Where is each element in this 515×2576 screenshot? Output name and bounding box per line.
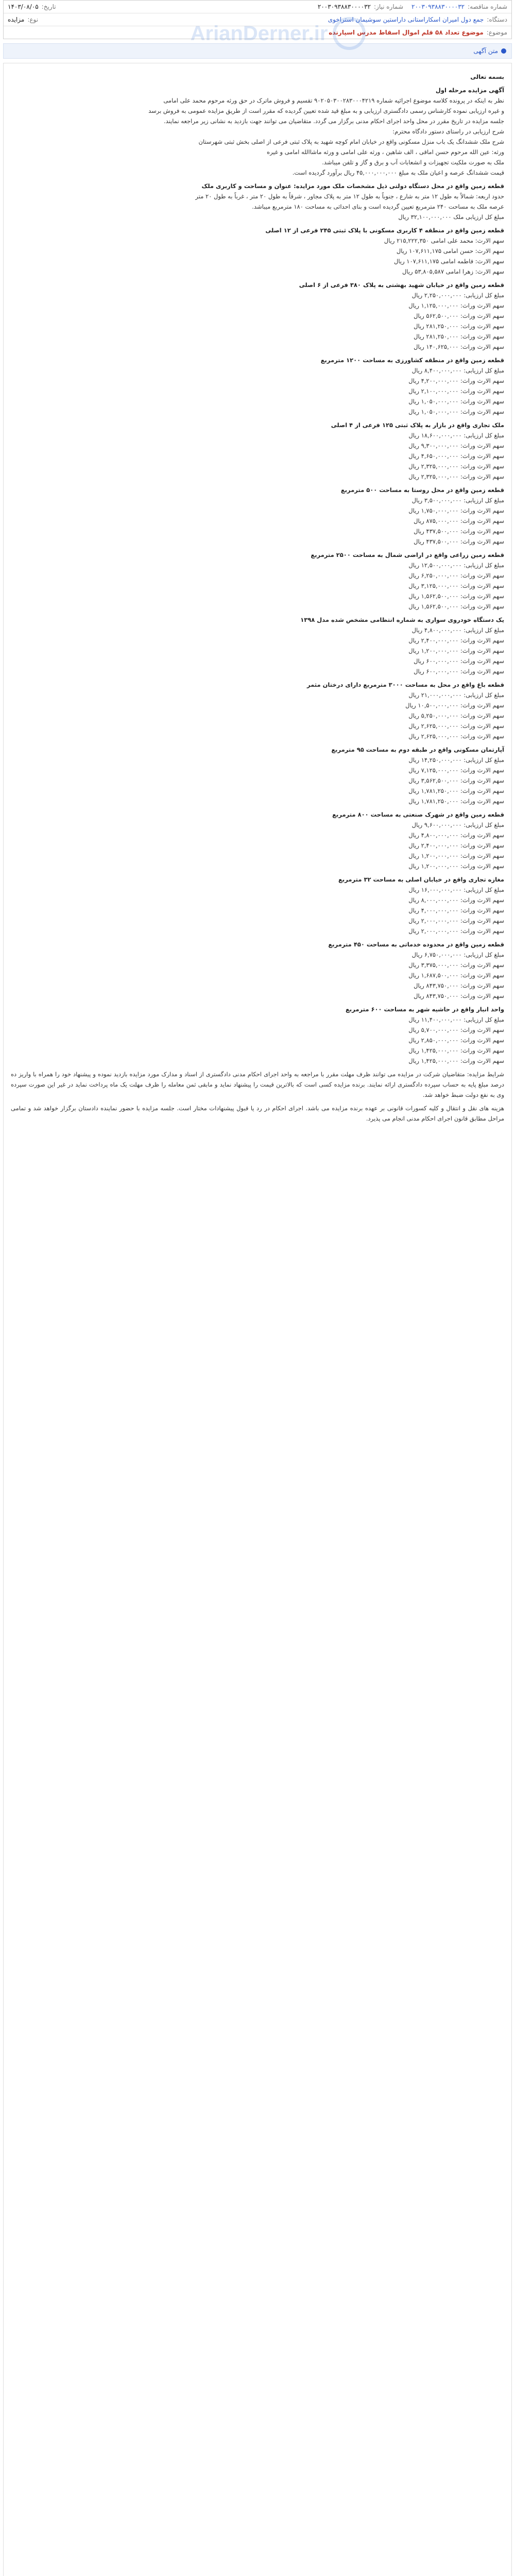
text-line: سهم الارث وراث: ۷,۱۲۵,۰۰۰,۰۰۰ ریال: [408, 767, 504, 774]
text-line: سهم الارث: محمد علی امامی ۲۱۵,۲۲۲,۳۵۰ ریال: [384, 237, 504, 244]
text-line: سهم الارث: حسن امامی ۱۰۷,۶۱۱,۱۷۵ ریال: [396, 247, 504, 255]
tender-code-value[interactable]: ۲۰۰۳۰۹۳۸۸۳۰۰۰۰۳۲: [411, 3, 465, 10]
text-line: سهم الارث وراث: ۶,۲۵۰,۰۰۰,۰۰۰ ریال: [408, 572, 504, 579]
text-line: سهم الارث وراث: ۴,۰۰۰,۰۰۰,۰۰۰ ریال: [408, 907, 504, 914]
text-line: مبلغ کل ارزیابی: ۱۲,۵۰۰,۰۰۰,۰۰۰ ریال: [408, 562, 504, 569]
text-line: مبلغ کل ارزیابی: ۲,۲۵۰,۰۰۰,۰۰۰ ریال: [411, 292, 504, 299]
text-line: سهم الارث وراث: ۱,۱۲۵,۰۰۰,۰۰۰ ریال: [408, 302, 504, 309]
ad-body: [3, 63, 512, 2576]
text-line: سهم الارث وراث: ۱۴۰,۶۲۵,۰۰۰ ریال: [414, 343, 504, 350]
text-line: سهم الارث وراث: ۱,۷۸۱,۲۵۰,۰۰۰ ریال: [408, 787, 504, 794]
source-code: [60, 3, 407, 10]
text-line: سهم الارث وراث: ۱,۷۸۱,۲۵۰,۰۰۰ ریال: [408, 798, 504, 805]
tender-type-label: نوع:: [27, 16, 39, 23]
text-line: سهم الارث وراث: ۸۴۳,۷۵۰,۰۰۰ ریال: [414, 992, 504, 999]
text-line: سهم الارث وراث: ۴,۸۰۰,۰۰۰,۰۰۰ ریال: [408, 832, 504, 839]
text-line: سهم الارث وراث: ۲,۸۵۰,۰۰۰,۰۰۰ ریال: [408, 1037, 504, 1044]
text-line: سهم الارث وراث: ۵,۷۰۰,۰۰۰,۰۰۰ ریال: [408, 1026, 504, 1033]
text-line: مبلغ کل ارزیابی: ۹,۶۰۰,۰۰۰,۰۰۰ ریال: [411, 821, 504, 828]
text-line: سهم الارث: زهرا امامی ۵۳,۸۰۵,۵۸۷ ریال: [402, 268, 504, 275]
item-heading: قطعه زمین واقع در شهرک صنعتی به مساحت ۸۰۰ مترمربع: [332, 811, 504, 818]
text-line: سهم الارث وراث: ۶۰۰,۰۰۰,۰۰۰ ریال: [414, 657, 504, 665]
text-line: مبلغ کل ارزیابی ملک ۳۲,۱۰۰,۰۰۰,۰۰۰ ریال: [398, 213, 504, 221]
text-line: سهم الارث وراث: ۱,۲۰۰,۰۰۰,۰۰۰ ریال: [408, 852, 504, 859]
source-code-value: ۲۰۰۳۰۹۳۸۸۳۰۰۰۰۳۲: [317, 3, 371, 10]
organization: [42, 16, 511, 23]
header-row-3: [4, 26, 511, 39]
tender-code-label: شماره مناقصه:: [468, 3, 507, 10]
text-line: سهم الارث وراث: ۱,۲۰۰,۰۰۰,۰۰۰ ریال: [408, 647, 504, 654]
text-line: سهم الارث وراث: ۲,۰۰۰,۰۰۰,۰۰۰ ریال: [408, 927, 504, 935]
tender-code: [407, 3, 511, 10]
text-line: سهم الارث وراث: ۲,۴۰۰,۰۰۰,۰۰۰ ریال: [408, 842, 504, 849]
text-line: سهم الارث وراث: ۲,۳۲۵,۰۰۰,۰۰۰ ریال: [408, 463, 504, 470]
text-line: مبلغ کل ارزیابی: ۳,۵۰۰,۰۰۰,۰۰۰ ریال: [411, 497, 504, 504]
text-line: سهم الارث وراث: ۳,۱۲۵,۰۰۰,۰۰۰ ریال: [408, 582, 504, 589]
text-line: سهم الارث وراث: ۲,۶۲۵,۰۰۰,۰۰۰ ریال: [408, 722, 504, 730]
text-line: حدود اربعه: شمالاً به طول ۱۲ متر به شارع ، جنوباً به طول ۱۲ متر به پلاک مجاور ، شرقاً به طول ۲۰ متر ، غرباً به طول ۲۰ متر: [195, 193, 504, 200]
item-heading: واحد انبار واقع در حاشیه شهر به مساحت ۶۰۰ مترمربع: [346, 1006, 504, 1013]
bullet-icon: [501, 48, 506, 54]
text-line: مبلغ کل ارزیابی: ۸,۴۰۰,۰۰۰,۰۰۰ ریال: [411, 367, 504, 374]
text-line: مبلغ کل ارزیابی: ۶,۷۵۰,۰۰۰,۰۰۰ ریال: [411, 951, 504, 958]
tender-date-label: تاریخ:: [41, 3, 56, 10]
item-heading: آپارتمان مسکونی واقع در طبقه دوم به مساحت ۹۵ مترمربع: [331, 746, 504, 753]
text-line: سهم الارث وراث: ۱,۵۶۲,۵۰۰,۰۰۰ ریال: [408, 592, 504, 600]
source-code-label: شماره نیاز:: [374, 3, 403, 10]
item-heading: قطعه زمین واقع در محدوده خدماتی به مساحت ۴۵۰ مترمربع: [328, 941, 504, 948]
text-line: شرح ارزیابی در راستای دستور دادگاه محترم:: [392, 128, 504, 135]
text-line: سهم الارث وراث: ۲۸۱,۲۵۰,۰۰۰ ریال: [414, 323, 504, 330]
organization-value[interactable]: جمع دول امیران اسکاراستانی داراستین سوشیمان استراخوی: [328, 16, 484, 23]
ad-lines: [11, 72, 504, 1066]
item-heading: قطعه زمین واقع در خیابان شهید بهشتی به پلاک ۳۸۰ فرعی از ۶ اصلی: [299, 281, 504, 289]
item-heading: قطعه زمین واقع در محل روستا به مساحت ۵۰۰ مترمربع: [340, 486, 504, 494]
subject-value: موضوع تعداد ۵۸ قلم اموال اسقاط مدرس اسپارنده: [329, 29, 484, 36]
text-line: جلسه مزایده در تاریخ مقرر در محل واحد اجرای احکام مدنی برگزار می گردد. متقاضیان می توانند جهت بازدید به نشانی زیر مراجعه نمایند.: [163, 117, 504, 125]
item-heading: قطعه زمین واقع در منطقه کشاورزی به مساحت ۱۲۰۰ مترمربع: [320, 357, 504, 364]
item-heading: آگهی مزایده مرحله اول: [435, 87, 504, 94]
text-line: سهم الارث وراث: ۴,۲۰۰,۰۰۰,۰۰۰ ریال: [408, 377, 504, 384]
text-line: ملک به صورت ملکیت تجهیزات و انشعابات آب و برق و گاز و تلفن میباشد.: [322, 159, 504, 166]
item-heading: قطعه زمین واقع در محل دستگاه دولتی ذیل مشخصات ملک مورد مزایده: عنوان و مساحت و کاربری ملک: [201, 182, 504, 190]
text-line: و غیره ارزیابی نموده کارشناس رسمی دادگستری ارزیابی و به مبلغ قید شده تعیین گردیده که مقرر است از طریق مزایده عمومی به فروش برسد: [148, 107, 504, 114]
text-line: سهم الارث وراث: ۲,۴۰۰,۰۰۰,۰۰۰ ریال: [408, 637, 504, 644]
text-line: عرصه ملک به مساحت ۲۴۰ مترمربع تعیین گردیده است و بنای احداثی به مساحت ۱۸۰ مترمربع میباشد.: [252, 203, 504, 210]
organization-label: دستگاه:: [487, 16, 507, 23]
text-line: سهم الارث: فاطمه امامی ۱۰۷,۶۱۱,۱۷۵ ریال: [394, 258, 504, 265]
item-heading: قطعه باغ واقع در محل به مساحت ۳۰۰۰ مترمربع دارای درختان مثمر: [306, 681, 504, 688]
text-line: نظر به اینکه در پرونده کلاسه موضوع اجرائیه شماره ۹۰۲۰۵۰۳۰۰۲۸۳۰۰۰۴۲۱۹ تقسیم و فروش ماترک در حق ورثه مرحوم محمد علی امامی: [163, 97, 504, 104]
tender-info-header: [3, 0, 512, 39]
text-line: مبلغ کل ارزیابی: ۱۶,۰۰۰,۰۰۰,۰۰۰ ریال: [408, 886, 504, 893]
text-line: سهم الارث وراث: ۱,۶۸۷,۵۰۰,۰۰۰ ریال: [408, 972, 504, 979]
ad-text-label: متن آگهی: [473, 47, 498, 55]
text-line: سهم الارث وراث: ۶۰۰,۰۰۰,۰۰۰ ریال: [414, 668, 504, 675]
text-line: سهم الارث وراث: ۴۳۷,۵۰۰,۰۰۰ ریال: [414, 528, 504, 535]
text-line: سهم الارث وراث: ۲,۱۰۰,۰۰۰,۰۰۰ ریال: [408, 387, 504, 395]
item-heading: قطعه زمین واقع در منطقه ۴ کاربری مسکونی با پلاک ثبتی ۲۴۵ فرعی از ۱۲ اصلی: [265, 227, 504, 234]
text-line: سهم الارث وراث: ۹,۳۰۰,۰۰۰,۰۰۰ ریال: [408, 442, 504, 449]
text-line: ورثه: عین الله مرحوم حسن اماقی ، الف شاهین ، ورثه علی امامی و ورثه ماشاالله امامی و غیره: [267, 148, 504, 156]
header-row-2: [4, 13, 511, 26]
text-line: سهم الارث وراث: ۱,۲۰۰,۰۰۰,۰۰۰ ریال: [408, 862, 504, 870]
text-line: مبلغ کل ارزیابی: ۲۱,۰۰۰,۰۰۰,۰۰۰ ریال: [408, 691, 504, 699]
text-line: مبلغ کل ارزیابی: ۱۸,۶۰۰,۰۰۰,۰۰۰ ریال: [408, 432, 504, 439]
text-line: سهم الارث وراث: ۱,۰۵۰,۰۰۰,۰۰۰ ریال: [408, 408, 504, 415]
closing-paragraph: هزینه های نقل و انتقال و کلیه کسورات قانونی بر عهده برنده مزایده می باشد. اجرای احکام در رد یا قبول پیشنهادات مختار است. جلسه مزایده با حضور نماینده دادستان برگزار خواهد شد و تمامی مراحل مطابق قانون اجرای احکام مدنی انجام می پذیرد.: [11, 1105, 504, 1122]
text-line: سهم الارث وراث: ۱۰,۵۰۰,۰۰۰,۰۰۰ ریال: [405, 702, 504, 709]
text-line: سهم الارث وراث: ۲,۳۲۵,۰۰۰,۰۰۰ ریال: [408, 473, 504, 480]
tender-type: [4, 16, 42, 23]
text-line: سهم الارث وراث: ۸۷۵,۰۰۰,۰۰۰ ریال: [414, 517, 504, 524]
text-line: مبلغ کل ارزیابی: ۱۴,۲۵۰,۰۰۰,۰۰۰ ریال: [408, 756, 504, 764]
text-line: مبلغ کل ارزیابی: ۴,۸۰۰,۰۰۰,۰۰۰ ریال: [411, 626, 504, 634]
subject-label: موضوع:: [486, 29, 507, 36]
item-heading: ملک تجاری واقع در بازار به پلاک ثبتی ۱۲۵ فرعی از ۴ اصلی: [331, 421, 504, 429]
text-line: سهم الارث وراث: ۱,۰۵۰,۰۰۰,۰۰۰ ریال: [408, 398, 504, 405]
tender-date: [4, 3, 60, 10]
text-line: سهم الارث وراث: ۵,۲۵۰,۰۰۰,۰۰۰ ریال: [408, 712, 504, 719]
text-line: شرح ملک ششدانگ یک باب منزل مسکونی واقع در خیابان امام کوچه شهید به پلاک ثبتی فرعی از اصلی بخش ثبتی شهرستان: [198, 138, 504, 145]
text-line: سهم الارث وراث: ۱,۴۲۵,۰۰۰,۰۰۰ ریال: [408, 1057, 504, 1064]
item-heading: بسمه تعالی: [470, 73, 504, 80]
ad-text-bar[interactable]: [3, 43, 512, 59]
text-line: سهم الارث وراث: ۱,۷۵۰,۰۰۰,۰۰۰ ریال: [408, 507, 504, 514]
text-line: مبلغ کل ارزیابی: ۱۱,۴۰۰,۰۰۰,۰۰۰ ریال: [408, 1016, 504, 1023]
text-line: سهم الارث وراث: ۳,۳۷۵,۰۰۰,۰۰۰ ریال: [408, 961, 504, 969]
item-heading: مغازه تجاری واقع در خیابان اصلی به مساحت ۳۲ مترمربع: [338, 876, 504, 883]
item-heading: یک دستگاه خودروی سواری به شماره انتظامی مشخص شده مدل ۱۳۹۸: [300, 616, 504, 623]
text-line: سهم الارث وراث: ۱,۵۶۲,۵۰۰,۰۰۰ ریال: [408, 603, 504, 610]
header-row-1: [4, 1, 511, 13]
text-line: سهم الارث وراث: ۸۴۳,۷۵۰,۰۰۰ ریال: [414, 982, 504, 989]
text-line: سهم الارث وراث: ۲,۰۰۰,۰۰۰,۰۰۰ ریال: [408, 917, 504, 924]
subject: [4, 29, 511, 36]
text-line: سهم الارث وراث: ۵۶۲,۵۰۰,۰۰۰ ریال: [414, 312, 504, 319]
text-line: سهم الارث وراث: ۲,۶۲۵,۰۰۰,۰۰۰ ریال: [408, 733, 504, 740]
tender-date-value: ۱۴۰۳/۰۸/۰۵: [8, 3, 39, 10]
text-line: سهم الارث وراث: ۸,۰۰۰,۰۰۰,۰۰۰ ریال: [408, 896, 504, 904]
ad-closing: [11, 1069, 504, 1124]
text-line: سهم الارث وراث: ۴۳۷,۵۰۰,۰۰۰ ریال: [414, 538, 504, 545]
tender-type-value: مزایده: [8, 16, 25, 23]
text-line: سهم الارث وراث: ۳,۵۶۲,۵۰۰,۰۰۰ ریال: [408, 777, 504, 784]
text-line: قیمت ششدانگ عرصه و اعیان ملک به مبلغ ۴۵,۰۰۰,۰۰۰,۰۰۰ ریال برآورد گردیده است.: [292, 169, 504, 176]
text-line: سهم الارث وراث: ۱,۴۲۵,۰۰۰,۰۰۰ ریال: [408, 1047, 504, 1054]
closing-paragraph: شرایط مزایده: متقاضیان شرکت در مزایده می توانند ظرف مهلت مقرر با مراجعه به واحد اجرای احکام مدنی دادگستری از اسناد و مدارک مورد مزایده بازدید نموده و پیشنهاد خود را همراه با واریز ده درصد مبلغ پایه به حساب سپرده دادگستری ارائه نمایند. برنده مزایده کسی است که بالاترین قیمت را پیشنهاد نماید و مابقی ثمن معامله را ظرف مهلت یک ماه پرداخت نماید در غیر این صورت سپرده وی به نفع دولت ضبط خواهد شد.: [11, 1071, 504, 1098]
text-line: سهم الارث وراث: ۲۸۱,۲۵۰,۰۰۰ ریال: [414, 333, 504, 340]
item-heading: قطعه زمین زراعی واقع در اراضی شمال به مساحت ۲۵۰۰ مترمربع: [311, 551, 504, 558]
text-line: سهم الارث وراث: ۴,۶۵۰,۰۰۰,۰۰۰ ریال: [408, 452, 504, 460]
